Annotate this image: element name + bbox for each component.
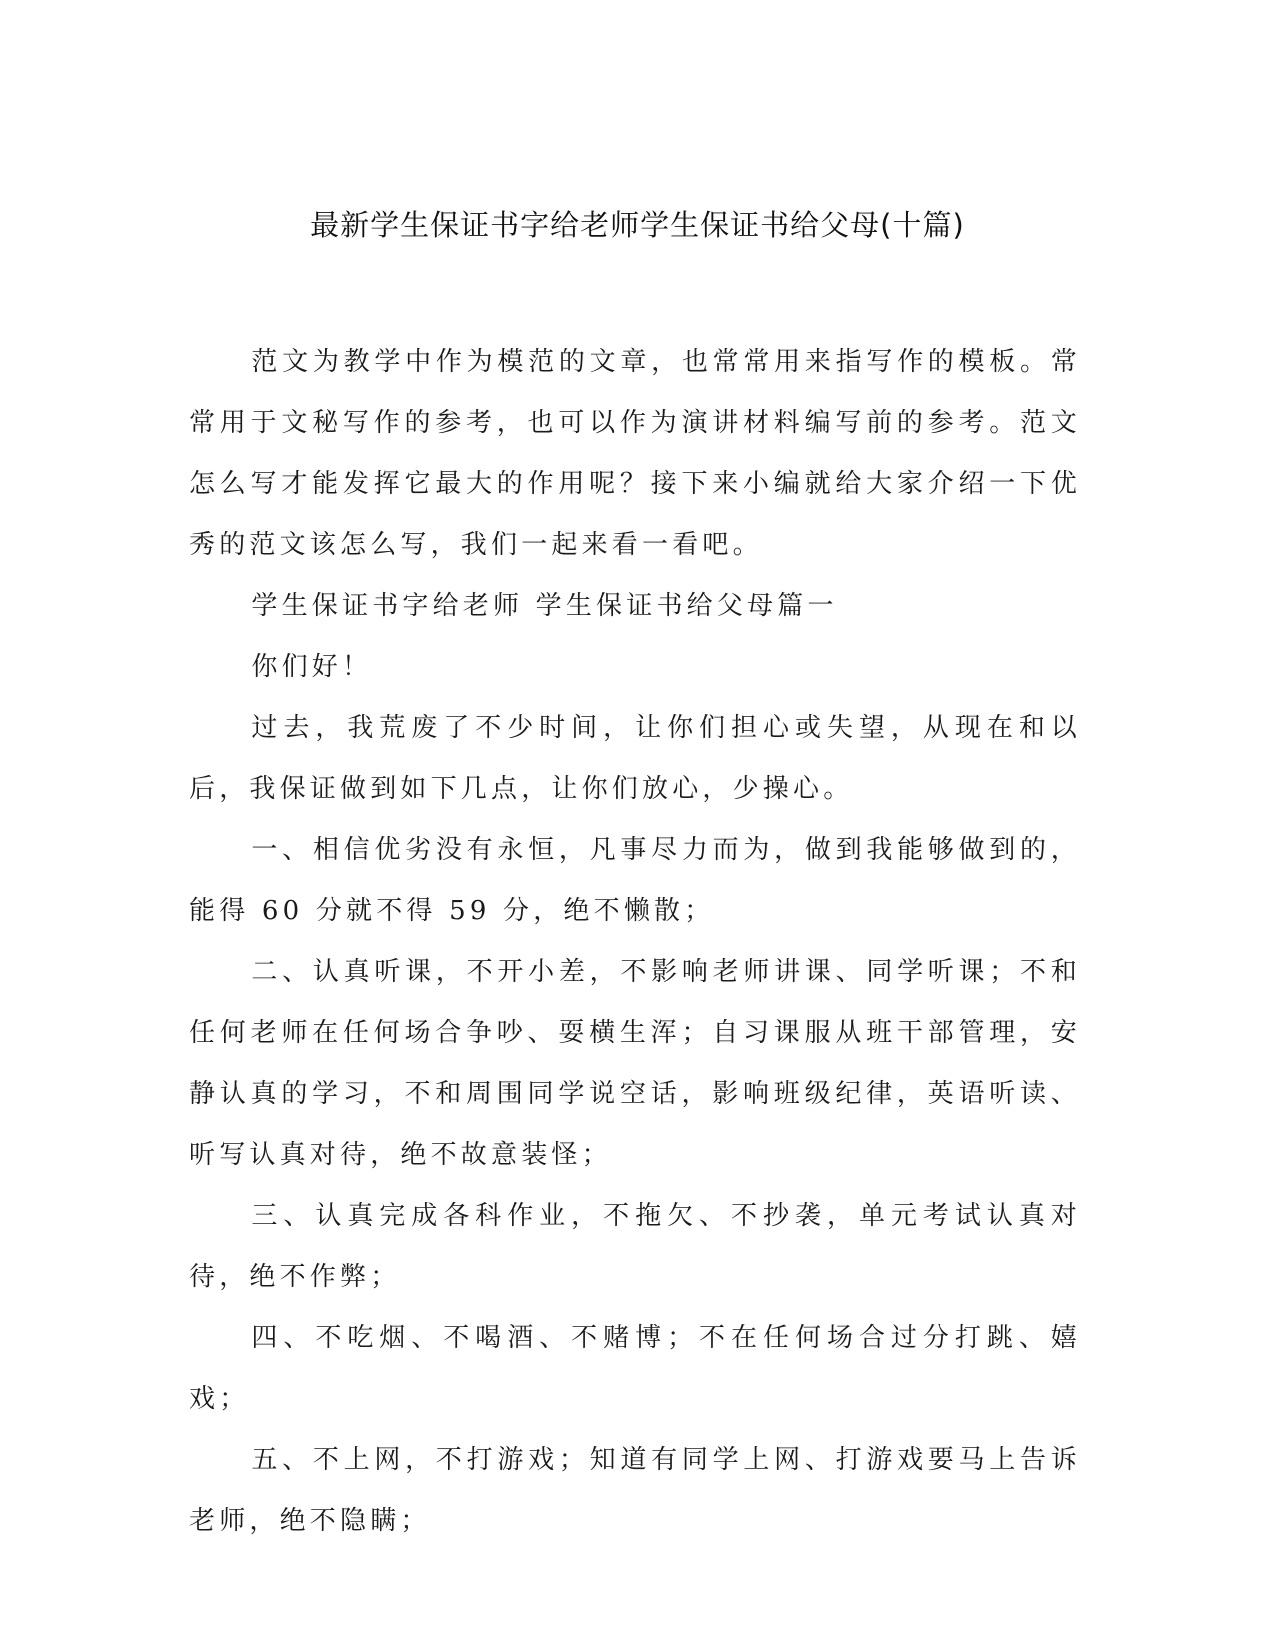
- paragraph-point-5: 五、不上网，不打游戏；知道有同学上网、打游戏要马上告诉老师，绝不隐瞒；: [189, 1445, 1081, 1536]
- paragraph-point-3: 三、认真完成各科作业，不拖欠、不抄袭，单元考试认真对待，绝不作弊；: [189, 1201, 1081, 1292]
- paragraph-point-1: 一、相信优劣没有永恒，凡事尽力而为，做到我能够做到的，能得 60 分就不得 59 分，绝不懒散；: [189, 835, 1081, 926]
- document-body: [189, 332, 1081, 1552]
- paragraph-section-heading: 学生保证书字给老师 学生保证书给父母篇一: [251, 591, 838, 621]
- paragraph-greeting: 你们好！: [251, 652, 373, 682]
- paragraph-point-2: 二、认真听课，不开小差，不影响老师讲课、同学听课；不和任何老师在任何场合争吵、耍横生浑；自习课服从班干部管理，安静认真的学习，不和周围同学说空话，影响班级纪律，英语听读、听写认真对待，绝不故意装怪；: [189, 957, 1081, 1170]
- paragraph-point-4: 四、不吃烟、不喝酒、不赌博；不在任何场合过分打跳、嬉戏；: [189, 1323, 1081, 1414]
- document-title: 最新学生保证书字给老师学生保证书给父母(十篇): [310, 208, 965, 242]
- paragraph-opening: 过去，我荒废了不少时间，让你们担心或失望，从现在和以后，我保证做到如下几点，让你们放心，少操心。: [189, 713, 1081, 804]
- paragraph-intro: 范文为教学中作为模范的文章，也常常用来指写作的模板。常常用于文秘写作的参考，也可以作为演讲材料编写前的参考。范文怎么写才能发挥它最大的作用呢？接下来小编就给大家介绍一下优秀的范文该怎么写，我们一起来看一看吧。: [189, 347, 1081, 560]
